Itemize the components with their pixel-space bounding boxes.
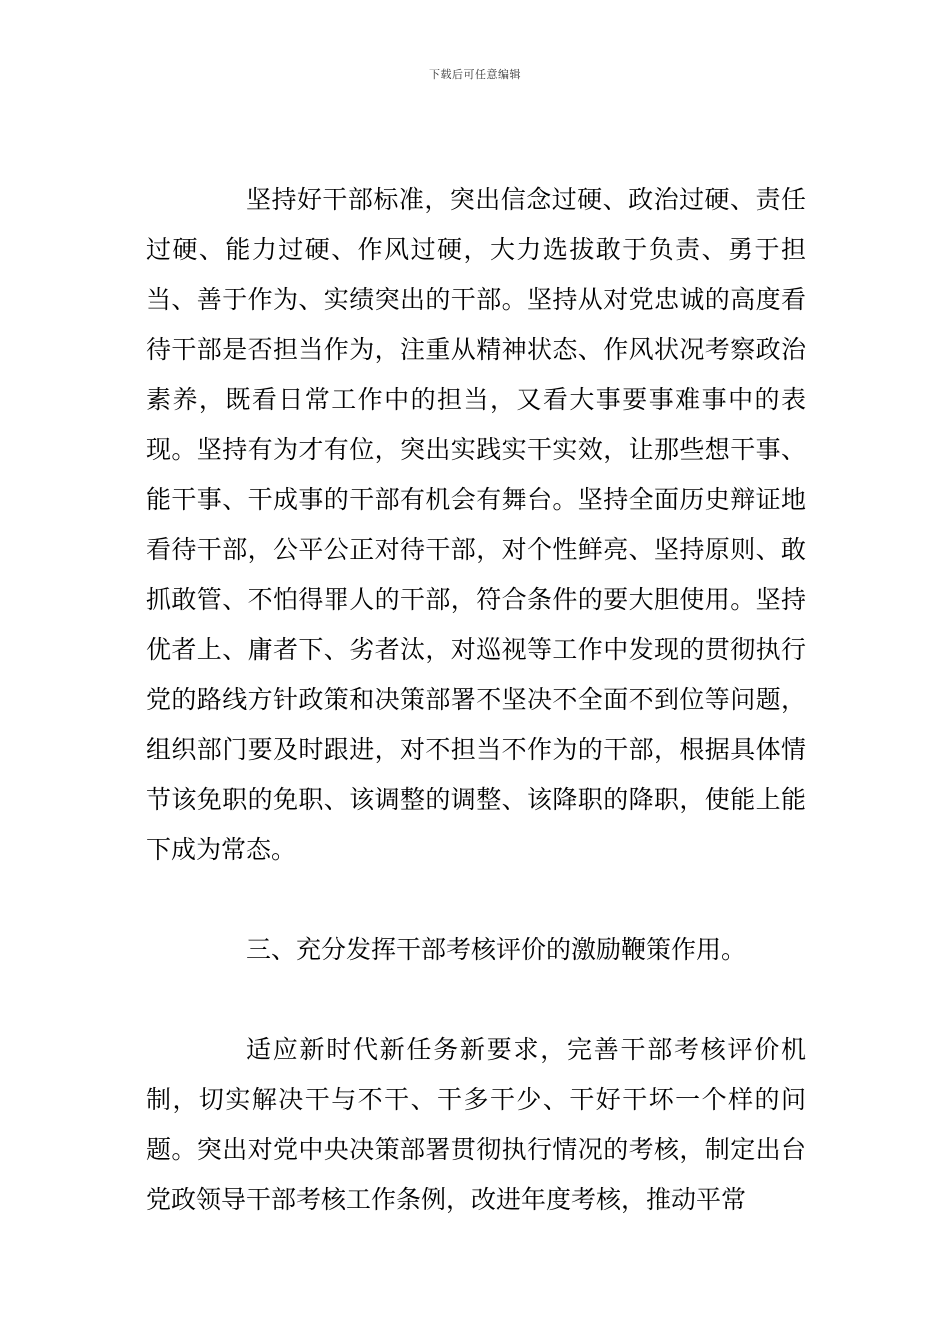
section-heading-3: 三、充分发挥干部考核评价的激励鞭策作用。 — [246, 935, 747, 964]
document-body — [146, 175, 806, 1225]
paragraph-evaluation-mechanism: 适应新时代新任务新要求，完善干部考核评价机制，切实解决干与不干、干多干少、干好干坏一个样的问题。突出对党中央决策部署贯彻执行情况的考核，制定出台党政领导干部考核工作条例，改进年度考核，推动平常 — [146, 1035, 806, 1214]
header-note: 下载后可任意编辑 — [429, 68, 521, 81]
paragraph-cadre-standards: 坚持好干部标准，突出信念过硬、政治过硬、责任过硬、能力过硬、作风过硬，大力选拔敢于负责、勇于担当、善于作为、实绩突出的干部。坚持从对党忠诚的高度看待干部是否担当作为，注重从精神状态、作风状况考察政治素养，既看日常工作中的担当，又看大事要事难事中的表现。坚持有为才有位，突出实践实干实效，让那些想干事、能干事、干成事的干部有机会有舞台。坚持全面历史辩证地看待干部，公平公正对待干部，对个性鲜亮、坚持原则、敢抓敢管、不怕得罪人的干部，符合条件的要大胆使用。坚持优者上、庸者下、劣者汰，对巡视等工作中发现的贯彻执行党的路线方针政策和决策部署不坚决不全面不到位等问题，组织部门要及时跟进，对不担当不作为的干部，根据具体情节该免职的免职、该调整的调整、该降职的降职，使能上能下成为常态。 — [146, 185, 806, 864]
